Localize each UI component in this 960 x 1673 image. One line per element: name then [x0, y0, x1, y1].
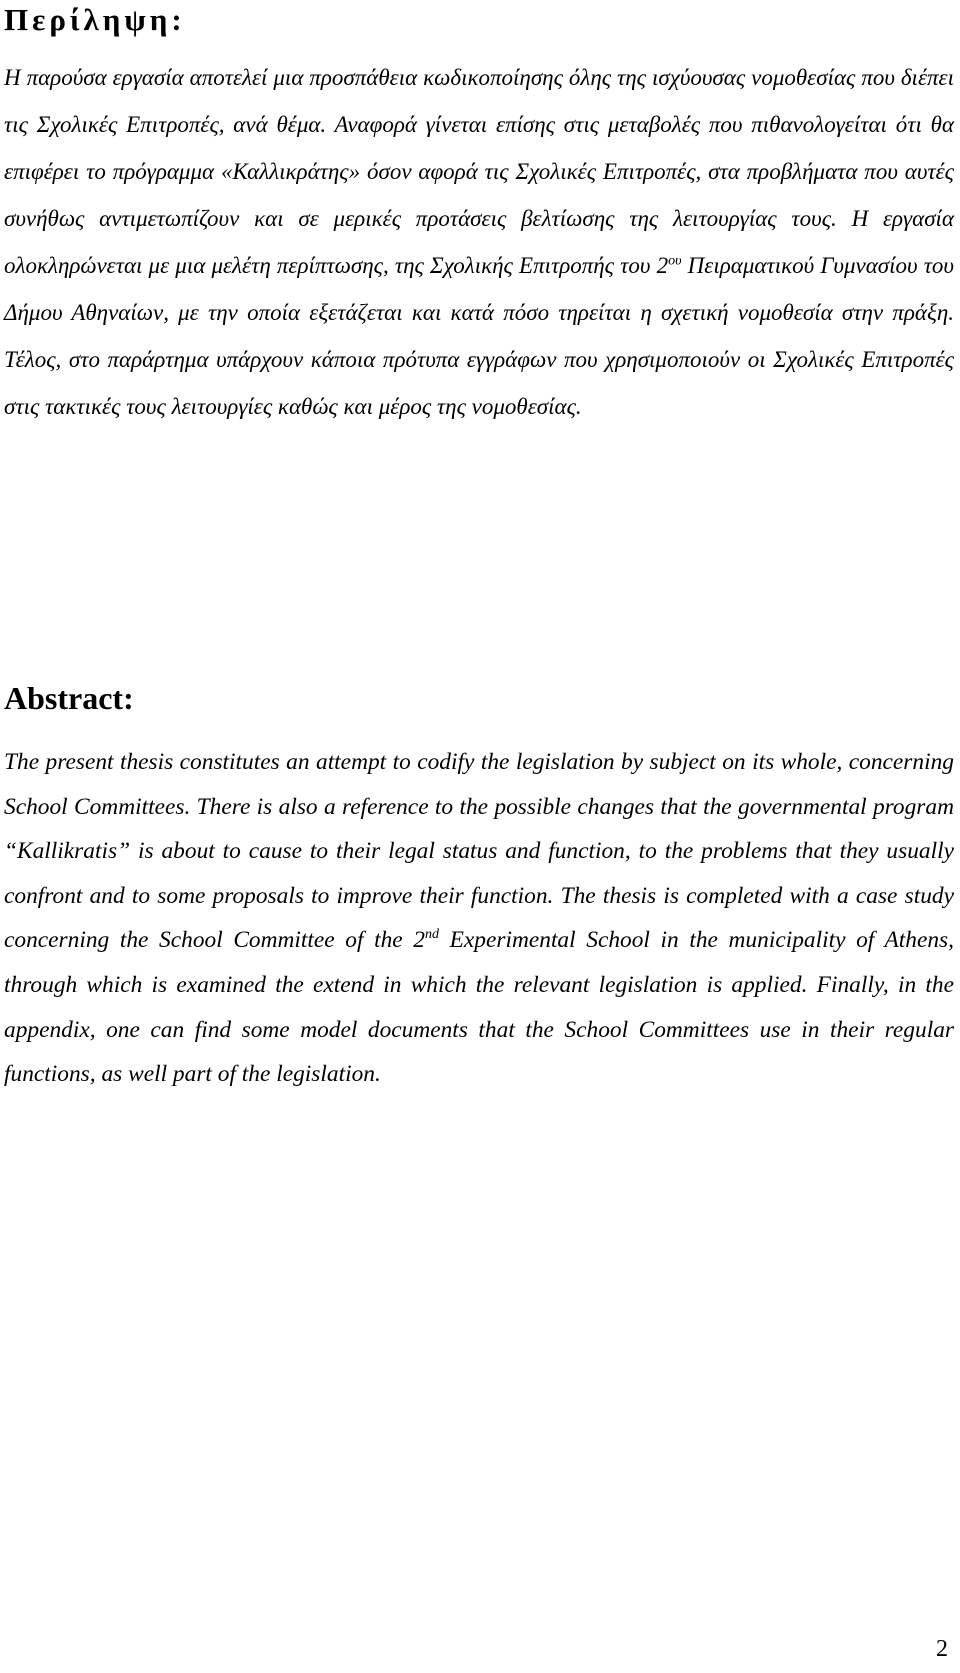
greek-summary-text-part-2: Πειραματικού Γυμνασίου του Δήμου Αθηναίων, με την οποία εξετάζεται και κατά πόσο τηρείται η σχετική νομοθεσία στην πράξη. Τέλος, στο παράρτημα υπάρχουν κάποια πρότυπα εγγράφων που χρησιμοποιούν οι Σχολικές Επιτροπές στις τακτικές τους λειτουργίες καθώς και μέρος της νομοθεσίας. [4, 253, 954, 419]
english-abstract-section [4, 676, 954, 1097]
page-number: 2 [936, 1636, 948, 1662]
greek-summary-paragraph [4, 54, 954, 430]
english-abstract-heading: Abstract: [4, 680, 134, 716]
english-abstract-paragraph [4, 740, 954, 1097]
greek-summary-text-part-1: Η παρούσα εργασία αποτελεί μια προσπάθεια κωδικοποίησης όλης της ισχύουσας νομοθεσίας που διέπει τις Σχολικές Επιτροπές, ανά θέμα. Αναφορά γίνεται επίσης στις μεταβολές που πιθανολογείται ότι θα επιφέρει το πρόγραμμα «Καλλικράτης» όσον αφορά τις Σχολικές Επιτροπές, στα προβλήματα που αυτές συνήθως αντιμετωπίζουν και σε μερικές προτάσεις βελτίωσης της λειτουργίας τους. Η εργασία ολοκληρώνεται με μια μελέτη περίπτωσης, της Σχολικής Επιτροπής του 2 [4, 65, 954, 278]
greek-summary-section [4, 0, 954, 430]
greek-ordinal-superscript: ου [668, 253, 682, 269]
greek-summary-heading: Περίληψη: [4, 2, 186, 37]
english-abstract-text-part-2: Experimental School in the municipality of Athens, through which is examined the extend in which the relevant legislation is applied. Finally, in the appendix, one can find some model documents that the School Committees use in their regular functions, as well part of the legislation. [4, 927, 954, 1088]
english-ordinal-superscript: nd [425, 927, 439, 943]
english-abstract-text-part-1: The present thesis constitutes an attempt to codify the legislation by subject on its whole, concerning School Committees. There is also a reference to the possible changes that the governmental program “Kallikratis” is about to cause to their legal status and function, to the problems that they usually confront and to some proposals to improve their function. The thesis is completed with a case study concerning the School Committee of the 2 [4, 749, 954, 954]
